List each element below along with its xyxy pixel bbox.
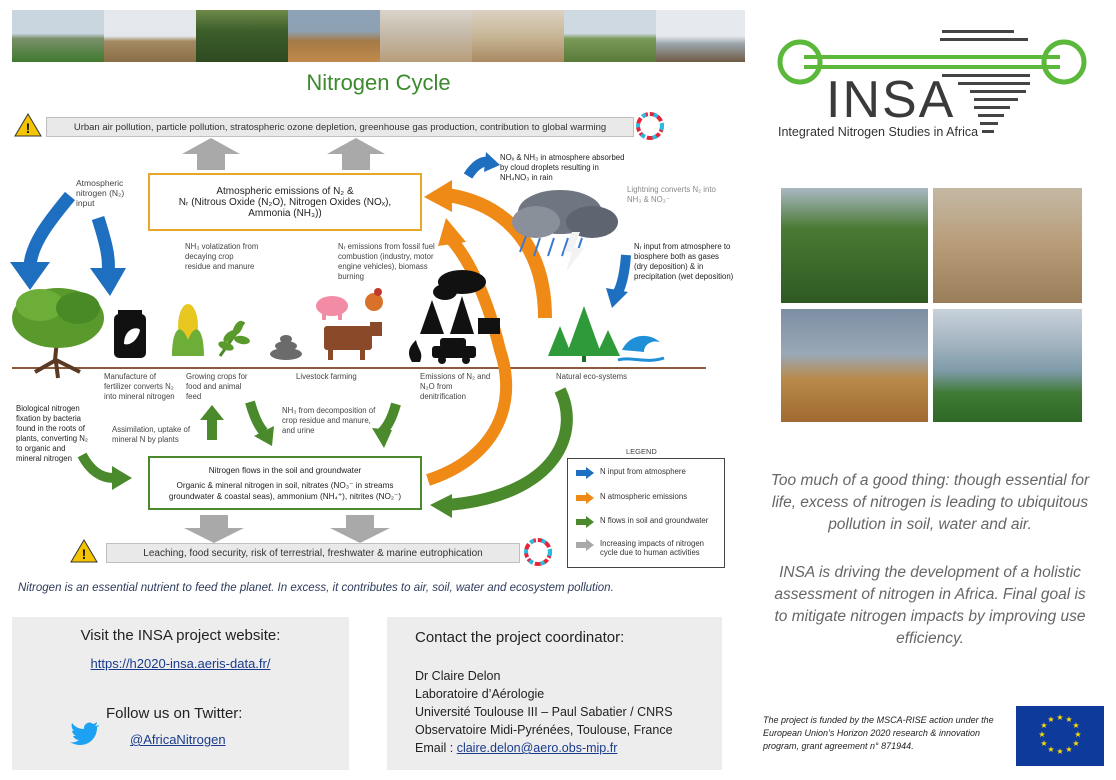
soil-box-heading: Nitrogen flows in the soil and groundwater [208,465,362,475]
diagram-caption: Nitrogen is an essential nutrient to feed the planet. In excess, it contributes to air, soil, water and ecosystem pollution. [18,582,614,594]
atmos-box-line3: Ammonia (NH₃)) [248,207,322,219]
bottom-warning-bar [106,543,520,563]
orange-arrowhead-outer [424,180,452,212]
legend-item-input-text: N input from atmosphere [600,467,686,476]
legend-arrow-grey-icon [576,539,594,551]
funding-text: The project is funded by the MSCA-RISE action under the European Union’s Horizon 2020 research & innovation program, grant agreement n° 871944. [763,715,994,751]
green-arrowhead-fixation [112,466,132,490]
atmos-box-line2: Nᵣ (Nitrous Oxide (N₂O), Nitrogen Oxides (NOₓ), [178,196,392,208]
grey-down-arrow-left [184,515,244,543]
svg-text:★: ★ [1038,730,1046,739]
svg-text:★: ★ [1047,715,1055,724]
tree-illustration [12,288,104,378]
contact-lab: Laboratoire d’Aérologie [415,687,545,701]
grey-up-arrow-right [327,138,385,170]
label-livestock: Livestock farming [296,372,357,381]
contact-email-link[interactable]: claire.delon@aero.obs-mip.fr [456,741,618,755]
legend-item-soil-text: N flows in soil and groundwater [600,516,709,525]
warning-icon-top [14,112,42,143]
blue-arrow-deposition [618,255,626,292]
atmospheric-emissions-box [148,173,422,231]
blue-arrow-input-right [98,218,108,272]
fire-illustration [409,340,421,362]
website-link[interactable]: https://h2020-insa.aeris-data.fr/ [90,656,271,671]
svg-text:!: ! [81,546,87,562]
right-text-para1: Too much of a good thing: though essential for life, excess of nitrogen is leading to ubiquitous pollution in soil, water and air. [770,472,1090,533]
svg-text:★: ★ [1056,747,1064,756]
blue-arrowhead-input-right [90,268,126,296]
car-illustration [432,338,476,364]
plant-illustration [217,319,250,356]
label-fertilizer: Manufacture of fertilizer converts N₂ into mineral nitrogen [104,372,175,401]
twitter-heading: Follow us on Twitter: [106,705,243,722]
insa-logo-subtitle: Integrated Nitrogen Studies in Africa [778,125,979,139]
svg-text:★: ★ [1040,739,1048,748]
sdg-wheel-icon-top [636,112,664,145]
svg-text:★: ★ [1072,721,1080,730]
atmos-box-line1: Atmospheric emissions of N₂ & [216,185,354,197]
top-warning-text: Urban air pollution, particle pollution, stratospheric ozone depletion, greenhouse gas production, contribution to global warming [73,121,607,133]
label-nh3-decomposition: NH₃ from decomposition of crop residue and manure, and urine [282,406,376,435]
legend-arrow-green-icon [576,516,594,528]
photo-cattle-herder [933,188,1082,303]
label-cloud: NOₓ & NH₃ in atmosphere absorbed by cloud droplets resulting in NH₄NO₃ in rain [500,153,625,182]
svg-text:★: ★ [1074,730,1082,739]
contact-email-row [415,739,673,757]
fertilizer-bag-illustration [114,310,146,358]
insa-logo [774,18,1090,148]
blue-arrowhead-input-left [10,262,50,290]
contact-observatory: Observatoire Midi-Pyrénées, Toulouse, France [415,723,673,737]
cow-illustration [324,322,382,360]
corn-illustration [172,304,204,356]
legend-item-human [576,539,716,557]
svg-text:!: ! [25,120,31,136]
legend-arrow-blue-icon [576,467,594,479]
svg-text:★: ★ [1065,715,1073,724]
label-natural: Natural eco-systems [556,372,628,381]
insa-logo-name: INSA [826,71,956,129]
label-assimilation: Assimilation, uptake of mineral N by plants [112,425,191,444]
rooster-illustration [365,288,383,311]
legend-item-soil [576,516,708,528]
photo-lake-vegetation [933,309,1082,422]
legend-title: LEGEND [626,447,657,456]
photo-savanna [781,309,928,422]
pig-illustration [316,296,348,320]
grey-up-arrow-left [182,138,240,170]
twitter-bird-icon[interactable] [70,721,100,747]
green-arrowhead-assimilation [200,405,224,420]
contact-details [415,667,673,757]
label-nr-input: Nᵣ input from atmosphere to biosphere both as gases (dry deposition) & in precipitation (wet deposition) [634,242,734,281]
svg-text:★: ★ [1072,739,1080,748]
svg-text:★: ★ [1040,721,1048,730]
contact-email-label: Email : [415,741,457,755]
blue-arrowhead-cloud [484,152,500,172]
warning-icon-bottom [70,538,98,569]
page-title: Nitrogen Cycle [306,70,451,95]
right-text-para2: INSA is driving the development of a holistic assessment of nitrogen in Africa. Final goal is to mitigate nitrogen impacts by improving use efficiency. [774,564,1086,647]
manure-illustration [270,335,302,360]
legend-item-human-text: Increasing impacts of nitrogen cycle due to human activities [600,539,705,557]
bottom-warning-text: Leaching, food security, risk of terrestrial, freshwater & marine eutrophication [143,547,483,559]
forest-illustration [548,306,620,362]
green-arrow-decomp [382,404,396,432]
twitter-handle-link[interactable]: @AfricaNitrogen [130,732,226,747]
top-warning-bar [46,117,634,137]
label-atmos-input: Atmospheric nitrogen (N₂) input [76,178,125,208]
eu-flag-icon [1016,706,1104,766]
contact-university: Université Toulouse III – Paul Sabatier / CNRS [415,705,673,719]
label-crops: Growing crops for food and animal feed [186,372,248,401]
contact-panel [387,617,722,770]
blue-arrowhead-deposition [606,288,628,308]
green-arrow-crops-down [250,402,264,432]
sdg-wheel-icon-bottom [524,538,552,571]
legend [567,458,725,568]
label-nh3-volatization: NH₃ volatization from decaying crop residue and manure [185,242,259,271]
svg-text:★: ★ [1047,745,1055,754]
green-arrowhead-natural [430,494,452,518]
label-nr-fossil: Nᵣ emissions from fossil fuel combustion (industry, motor engine vehicles), biomass burning [338,242,435,281]
website-heading: Visit the INSA project website: [80,627,281,644]
legend-item-emissions [576,492,687,504]
label-fixation: Biological nitrogen fixation by bacteria found in the roots of plants, converting N₂ to organic and mineral nitrogen [16,404,88,463]
blue-arrow-input-left [30,196,70,268]
legend-arrow-orange-icon [576,492,594,504]
label-lightning: Lightning converts N₂ into NH₃ & NO₃⁻ [627,185,716,204]
svg-text:★: ★ [1056,713,1064,722]
soil-box-body: Organic & mineral nitrogen in soil, nitrates (NO₃⁻ in streams groundwater & coastal seas), ammonium (NH₄⁺), nitrites (NO₂⁻) [168,480,402,501]
contact-name: Dr Claire Delon [415,669,501,683]
legend-item-emissions-text: N atmospheric emissions [600,492,688,501]
website-panel [12,617,349,770]
photo-weather-station [781,188,928,303]
legend-item-input [576,467,686,479]
contact-heading: Contact the project coordinator: [415,629,625,646]
svg-text:★: ★ [1065,745,1073,754]
grey-down-arrow-right [330,515,390,543]
wave-illustration [618,336,664,360]
label-emissions: Emissions of N₂ and N₂O from denitrification [420,372,491,401]
soil-flows-box [148,456,422,510]
